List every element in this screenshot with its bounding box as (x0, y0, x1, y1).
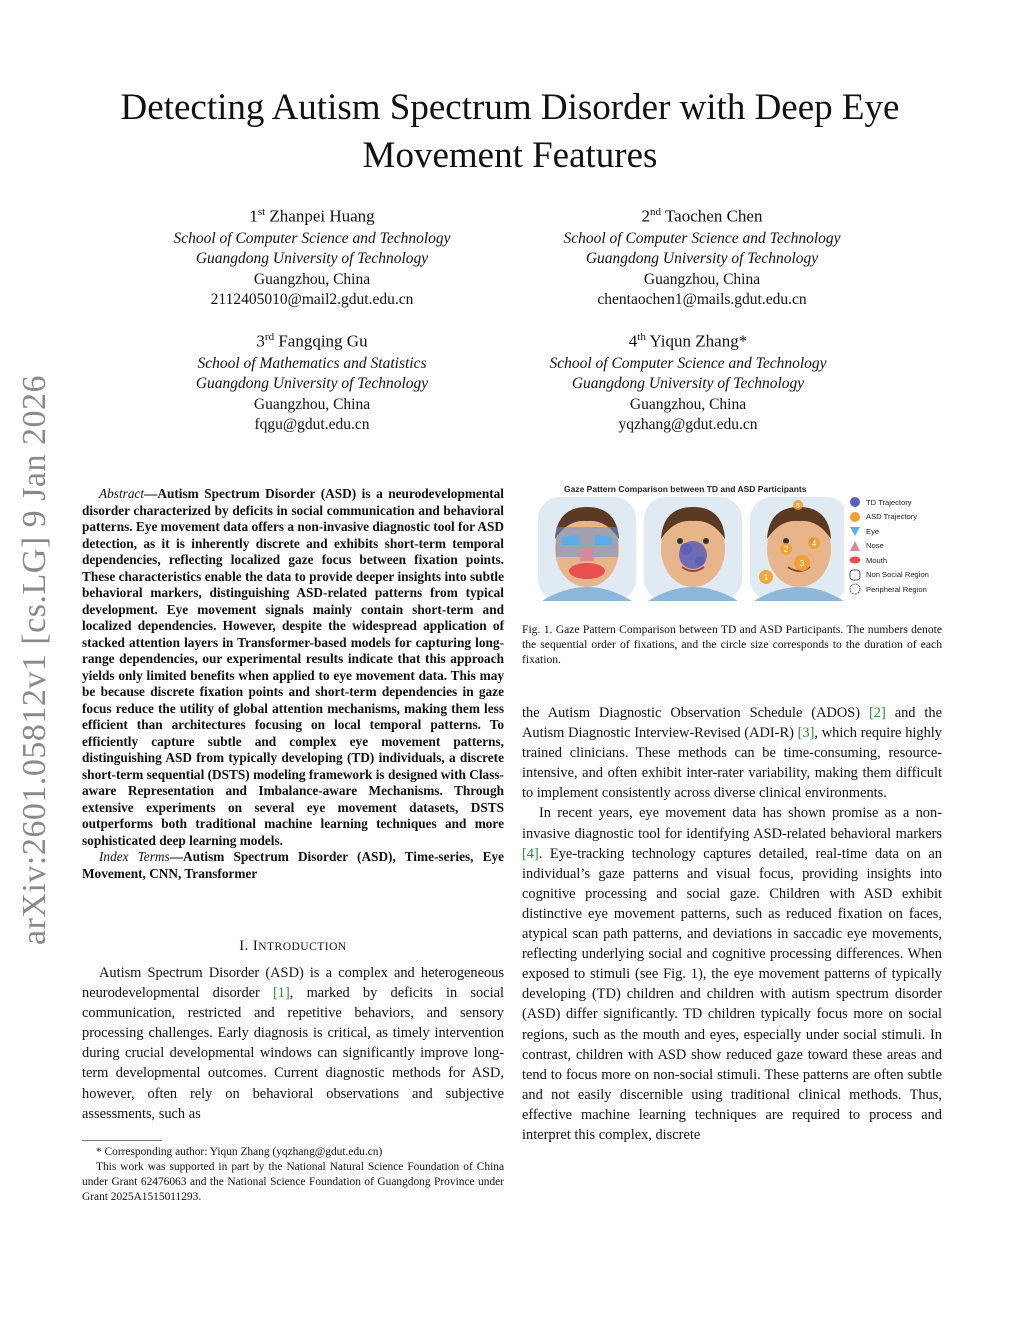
author-block-4 (508, 325, 868, 436)
intro-right-column (522, 703, 942, 1145)
fixation-number: 1 (763, 573, 769, 582)
figure-caption: Fig. 1. Gaze Pattern Comparison between TD and ASD Participants. The numbers denote the sequential order of fixations, and the circle size corresponds to the duration of each fixation. (522, 623, 942, 666)
author-university: Guangdong University of Technology (571, 375, 805, 393)
author-university: Guangdong University of Technology (195, 375, 429, 393)
footnote-rule (82, 1140, 162, 1141)
author-name: 4th Yiqun Zhang* (628, 331, 748, 351)
author-university: Guangdong University of Technology (585, 250, 819, 268)
figure-1 (524, 483, 942, 605)
author-department: School of Mathematics and Statistics (197, 354, 427, 372)
author-department: School of Computer Science and Technology (173, 229, 451, 247)
intro-paragraph: the Autism Diagnostic Observation Schedule (ADOS) [2] and the Autism Diagnostic Interview-Revised (ADI-R) [3], which require highly trained clinicians. These methods can be time-consuming, resource-intensive, and often exhibit inter-rater variability, making them difficult to implement consistently across diverse clinical environments. (522, 705, 942, 802)
citation-link[interactable]: [2] (868, 705, 886, 721)
fixation-number: 5 (796, 503, 800, 510)
citation-link[interactable]: [4] (522, 845, 539, 862)
legend-item: Mouth (848, 553, 940, 568)
author-city: Guangzhou, China (629, 395, 747, 413)
legend-item: Non Social Region (848, 568, 940, 583)
author-block-3 (132, 325, 492, 436)
index-terms-label: Index Terms (99, 849, 170, 864)
face-panel-1 (538, 497, 636, 601)
fixation-number: 4 (811, 539, 817, 548)
author-block-2 (522, 200, 882, 311)
face-panel-2 (644, 497, 742, 601)
citation-link[interactable]: [1] (273, 985, 290, 1002)
author-city: Guangzhou, China (253, 395, 371, 413)
fixation-number: 3 (799, 559, 805, 568)
intro-left-column (82, 963, 504, 1124)
funding-note: This work was supported in part by the National Natural Science Foundation of China under Grant 62476063 and the National Science Foundation of Guangdong Province under Grant 2025A1515011293. (82, 1161, 504, 1203)
legend-item: TD Trajectory (848, 495, 940, 510)
legend-item: Nose (848, 539, 940, 554)
gaze-faces-illustration (524, 483, 844, 605)
abstract-label: Abstract (99, 486, 145, 501)
footnote (82, 1140, 504, 1205)
arxiv-identifier: arXiv:2601.05812v1 [cs.LG] 9 Jan 2026 (16, 375, 53, 945)
author-department: School of Computer Science and Technology (549, 354, 827, 372)
intro-paragraph: Autism Spectrum Disorder (ASD) is a complex and heterogeneous neurodevelopmental disorder [1], marked by deficits in social communication, restricted and repetitive behaviors, and sensory processing challenges. Early diagnosis is critical, as timely intervention during crucial developmental windows can significantly improve long-term developmental outcomes. Current diagnostic methods for ASD, however, often rely on behavioral observations and subjective assessments, such as (82, 965, 504, 1122)
index-terms-text: —Autism Spectrum Disorder (ASD), Time-series, Eye Movement, CNN, Transformer (82, 849, 504, 881)
author-university: Guangdong University of Technology (195, 250, 429, 268)
figure-title: Gaze Pattern Comparison between TD and ASD Participants (564, 484, 807, 494)
author-name: 2nd Taochen Chen (641, 206, 763, 226)
author-city: Guangzhou, China (253, 270, 371, 288)
author-block-1 (132, 200, 492, 311)
citation-link[interactable]: [3] (797, 725, 815, 742)
author-email: 2112405010@mail2.gdut.edu.cn (210, 291, 414, 309)
legend-item: Peripheral Region (848, 582, 940, 597)
author-department: School of Computer Science and Technology (563, 229, 841, 247)
fixation-number: 2 (783, 545, 789, 554)
face-panel-3 (750, 497, 844, 601)
abstract (82, 486, 504, 882)
author-email: fqgu@gdut.edu.cn (254, 416, 370, 434)
section-heading-introduction: I. INTRODUCTION (239, 938, 347, 954)
paper-title: Detecting Autism Spectrum Disorder with Deep Eye Movement Features (120, 87, 900, 176)
figure-legend (848, 495, 940, 597)
author-name: 3rd Fangqing Gu (256, 331, 368, 351)
author-email: yqzhang@gdut.edu.cn (618, 416, 758, 434)
intro-paragraph: In recent years, eye movement data has shown promise as a non-invasive diagnostic tool for identifying ASD-related behavioral markers [4]. Eye-tracking technology captures detailed, real-time data on an individual’s gaze patterns and visual focus, providing insights into cognitive processing and social gaze. Children with ASD exhibit distinctive eye movement patterns, such as reduced fixation on faces, atypical scan path patterns, and deviations in saccadic eye movements, reflecting underlying social and cognitive processing differences. When exposed to stimuli (see Fig. 1), the eye movement patterns of typically developing (TD) children and children with autism spectrum disorder (ASD) differ significantly. TD children typically focus more on social regions, such as the mouth and eyes, especially under social stimuli. In contrast, children with ASD show reduced gaze toward these areas and tend to focus more on non-social stimuli. These patterns are often subtle and not easily discernible using traditional clinical methods. Thus, effective machine learning techniques are required to process and interpret this complex, discrete (522, 805, 942, 1143)
author-name: 1st Zhanpei Huang (249, 206, 375, 226)
corresponding-author-note: * Corresponding author: Yiqun Zhang (yqzhang@gdut.edu.cn) (96, 1146, 383, 1158)
author-email: chentaochen1@mails.gdut.edu.cn (597, 291, 807, 309)
abstract-text: —Autism Spectrum Disorder (ASD) is a neurodevelopmental disorder characterized by deficits in social communication and behavioral patterns. Eye movement data offers a non-invasive diagnostic tool for ASD detection, as it is inherently discrete and exhibits short-term temporal dependencies, reflecting localized gaze focus between fixation points. These characteristics enable the data to provide deeper insights into subtle behavioral markers, distinguishing ASD-related patterns from typical development. Eye movement signals mainly contain short-term and localized dependencies. However, despite the widespread application of stacked attention layers in Transformer-based models for capturing long-range dependencies, our experimental results indicate that this approach yields only limited benefits when applied to eye movement data. This may be because discrete fixation points and short-term dependencies in gaze focus reduce the utility of global attention mechanisms, making them less efficient than architectures focusing on local temporal patterns. To efficiently capture subtle and complex eye movement patterns, distinguishing ASD from typically developing (TD) individuals, a discrete short-term sequential (DSTS) modeling framework is designed with Class-aware Representation and Imbalance-aware Mechanisms. Through extensive experiments on several eye movement datasets, DSTS outperforms both traditional machine learning techniques and more sophisticated deep learning models. (82, 486, 504, 848)
legend-item: Eye (848, 524, 940, 539)
author-city: Guangzhou, China (643, 270, 761, 288)
legend-item: ASD Trajectory (848, 510, 940, 525)
